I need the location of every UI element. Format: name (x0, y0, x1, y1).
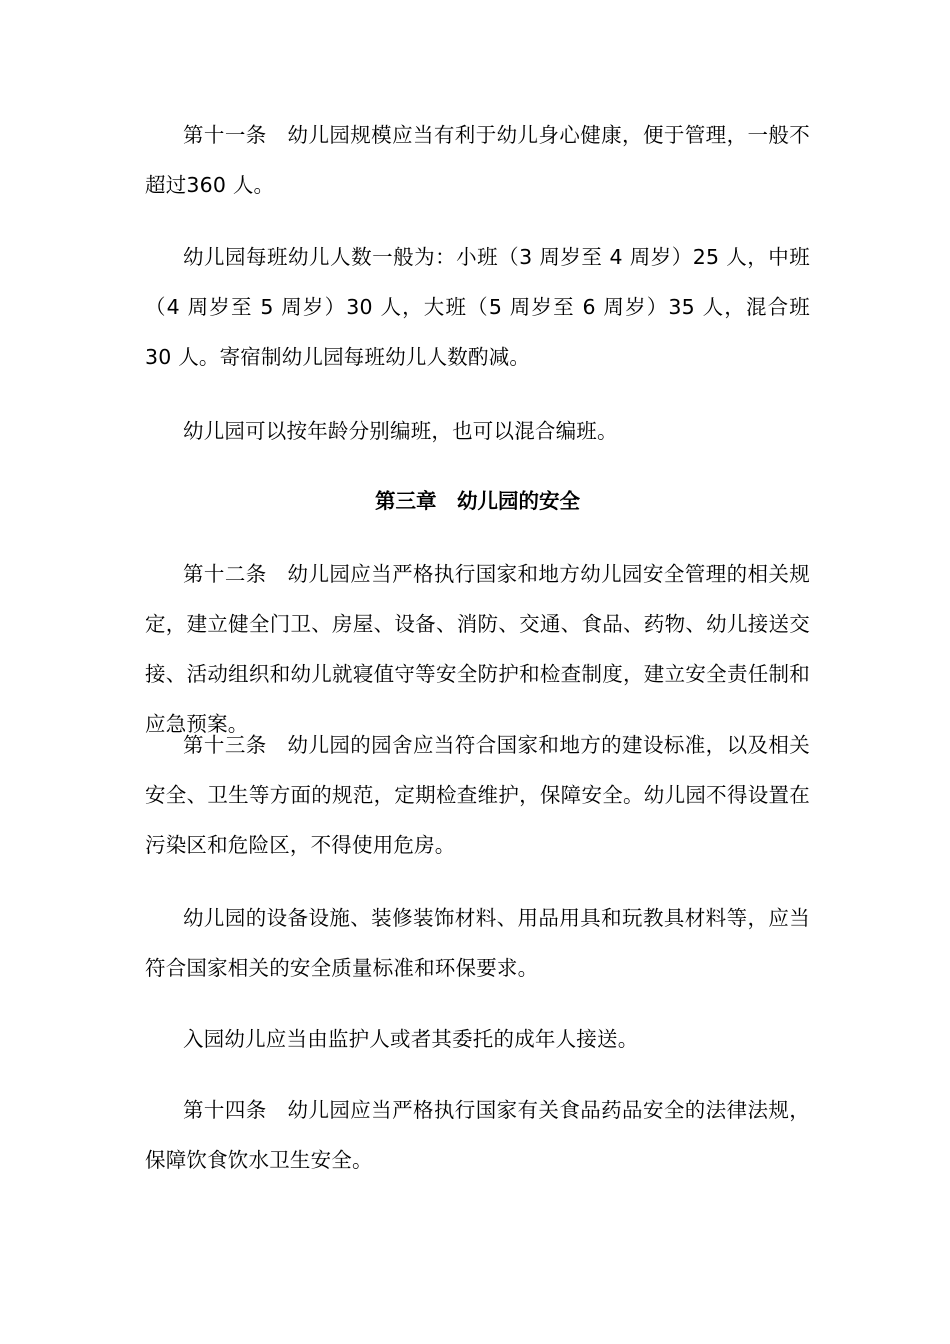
class-grouping-paragraph: 幼儿园可以按年龄分别编班，也可以混合编班。 (183, 419, 618, 443)
article-12-paragraph: 第十二条 幼儿园应当严格执行国家和地方幼儿园安全管理的相关规定，建立健全门卫、房屋、设备、消防、交通、食品、药物、幼儿接送交接、活动组织和幼儿就寝值守等安全防护和检查制度，建立安全责任制和应急预案。 (145, 562, 810, 736)
article-14-paragraph: 第十四条 幼儿园应当严格执行国家有关食品药品安全的法律法规，保障饮食饮水卫生安全。 (145, 1098, 810, 1172)
article-11-paragraph: 第十一条 幼儿园规模应当有利于幼儿身心健康，便于管理，一般不超过360 人。 (145, 123, 810, 197)
article-13-paragraph: 第十三条 幼儿园的园舍应当符合国家和地方的建设标准，以及相关安全、卫生等方面的规范，定期检查维护，保障安全。幼儿园不得设置在污染区和危险区，不得使用危房。 (145, 733, 810, 857)
pickup-paragraph: 入园幼儿应当由监护人或者其委托的成年人接送。 (183, 1027, 639, 1051)
equipment-standards-paragraph: 幼儿园的设备设施、装修装饰材料、用品用具和玩教具材料等，应当符合国家相关的安全质量标准和环保要求。 (145, 906, 810, 980)
class-size-paragraph: 幼儿园每班幼儿人数一般为：小班（3 周岁至 4 周岁）25 人，中班（4 周岁至 5 周岁）30 人，大班（5 周岁至 6 周岁）35 人，混合班 30 人。寄宿制幼儿园每班幼儿人数酌减。 (145, 245, 810, 369)
chapter-heading: 第三章 幼儿园的安全 (375, 489, 580, 513)
